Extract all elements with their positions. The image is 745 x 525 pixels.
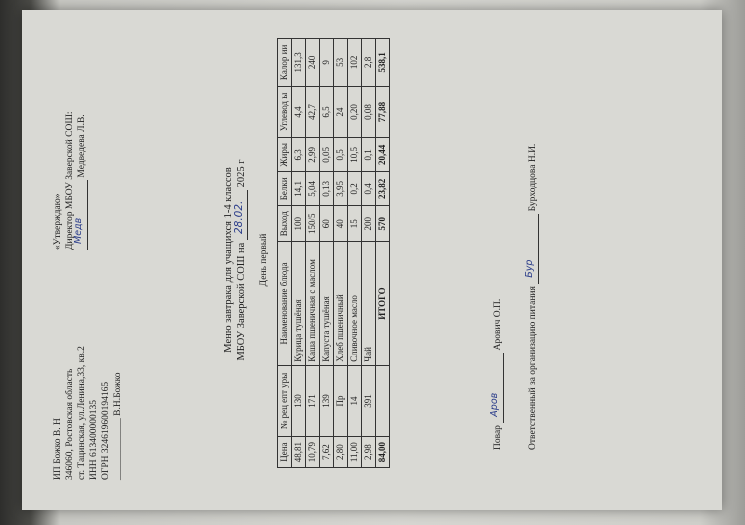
approve-heading: «Утверждаю»: [53, 193, 63, 250]
cell-yield: 60: [320, 206, 334, 242]
cell-yield: 15: [348, 206, 362, 242]
cell-price: 7,62: [320, 437, 334, 468]
cell-fat: 10,5: [348, 138, 362, 172]
cell-recipe: 139: [320, 365, 334, 437]
approve-position: Директор МБОУ Заверской СОШ:: [65, 111, 75, 250]
org-line: 346060, Ростовская область: [65, 368, 75, 480]
cell-dish: Каша пшеничная с маслом: [306, 242, 320, 366]
cell-calories: 131,3: [292, 39, 306, 87]
cell-price: 2,98: [362, 437, 376, 468]
cell-price: 2,80: [334, 437, 348, 468]
org-line: ст. Тацинская, ул.Ленина,33, кв.2: [77, 346, 87, 480]
table-body: [292, 39, 390, 468]
menu-table: [277, 38, 390, 468]
cell-carbs: 42,7: [306, 86, 320, 137]
cell-price: 11,00: [348, 437, 362, 468]
cell-carbs: 0,20: [348, 86, 362, 137]
director-name: Медведева Л.В.: [77, 114, 87, 178]
cell-price: 48,81: [292, 437, 306, 468]
menu-title: [222, 120, 248, 400]
cell-calories: 102: [348, 39, 362, 87]
table-row: [362, 39, 376, 468]
header-calories: Калор ии: [278, 39, 292, 87]
table-row: [348, 39, 362, 468]
cell-calories: 2,8: [362, 39, 376, 87]
menu-document: [22, 10, 722, 510]
header-protein: Белки: [278, 172, 292, 206]
cell-fat: 6,3: [292, 138, 306, 172]
table-row: [306, 39, 320, 468]
org-line: ИНН 613400000135: [89, 400, 99, 480]
cell-protein: 0,2: [348, 172, 362, 206]
responsible-handwriting: Бур: [524, 259, 535, 278]
signature-line: [73, 180, 88, 250]
cell-dish: Капуста тушёная: [320, 242, 334, 366]
cell-protein: 3,95: [334, 172, 348, 206]
cell-carbs: 77,88: [376, 86, 390, 137]
cell-protein: 0,4: [362, 172, 376, 206]
cell-fat: 0,5: [334, 138, 348, 172]
cell-calories: 9: [320, 39, 334, 87]
cell-recipe: [376, 365, 390, 437]
org-line: ИП Божко В. Н: [53, 418, 63, 480]
title-line-1: Меню завтрака для учащихся 1-4 классов: [223, 167, 234, 353]
cook-signature: [489, 298, 504, 450]
cell-yield: 150/5: [306, 206, 320, 242]
cell-recipe: 130: [292, 365, 306, 437]
cell-carbs: 4,4: [292, 86, 306, 137]
table-row: [334, 39, 348, 468]
table-row: [292, 39, 306, 468]
cell-price: 84,00: [376, 437, 390, 468]
cell-dish: Хлеб пшеничный: [334, 242, 348, 366]
approval-block: [52, 111, 88, 250]
cell-calories: 538,1: [376, 39, 390, 87]
cell-protein: 0,13: [320, 172, 334, 206]
day-label: День первый: [259, 233, 269, 287]
cell-recipe: Пр: [334, 365, 348, 437]
cell-carbs: 24: [334, 86, 348, 137]
cell-yield: 40: [334, 206, 348, 242]
approve-signature-row: [73, 111, 88, 250]
responsible-label: Ответственный за организацию питания: [528, 286, 538, 450]
header-carbs: Углевод ы: [278, 86, 292, 137]
cook-handwriting: Аров: [489, 392, 500, 417]
cell-protein: 23,82: [376, 172, 390, 206]
cell-yield: 570: [376, 206, 390, 242]
cell-dish: ИТОГО: [376, 242, 390, 366]
title-year: 2025 г: [236, 159, 247, 188]
cell-recipe: 391: [362, 365, 376, 437]
cell-fat: 0,05: [320, 138, 334, 172]
table-row: [320, 39, 334, 468]
cell-dish: Чай: [362, 242, 376, 366]
organization-block: [52, 346, 124, 480]
cell-carbs: 6,5: [320, 86, 334, 137]
table-header-row: [278, 39, 292, 468]
director-signature: Медв: [73, 217, 84, 244]
cell-protein: 14,1: [292, 172, 306, 206]
org-line: ОГРН 324619600194165: [101, 381, 111, 480]
cell-recipe: 171: [306, 365, 320, 437]
header-dish: Наименование блюда: [278, 242, 292, 366]
cook-label: Повар: [493, 425, 503, 450]
title-school: МБОУ Заверской СОШ на: [236, 242, 247, 361]
cell-protein: 5,04: [306, 172, 320, 206]
header-price: Цена: [278, 437, 292, 468]
cell-dish: Сливочное масло: [348, 242, 362, 366]
signature-line: [524, 214, 539, 284]
menu-date: 28.02.: [233, 200, 245, 235]
cell-yield: 200: [362, 206, 376, 242]
cook-name: Арович О.П.: [493, 298, 503, 351]
title-line-2: [235, 120, 248, 400]
date-line: [233, 190, 248, 240]
cell-recipe: 14: [348, 365, 362, 437]
cell-fat: 0,1: [362, 138, 376, 172]
cell-carbs: 0,08: [362, 86, 376, 137]
responsible-signature: [524, 143, 539, 450]
cell-fat: 2,99: [306, 138, 320, 172]
org-line: _____________ В.Н.Божко: [113, 372, 123, 480]
cell-calories: 240: [306, 39, 320, 87]
signature-line: [489, 353, 504, 423]
table-total-row: [376, 39, 390, 468]
cell-calories: 53: [334, 39, 348, 87]
cell-price: 10,79: [306, 437, 320, 468]
header-recipe: № рец епт уры: [278, 365, 292, 437]
header-yield: Выход: [278, 206, 292, 242]
responsible-name: Бурходцова Н.И.: [528, 143, 538, 212]
cell-dish: Курица тушёная: [292, 242, 306, 366]
cell-fat: 20,44: [376, 138, 390, 172]
header-fat: Жиры: [278, 138, 292, 172]
cell-yield: 100: [292, 206, 306, 242]
